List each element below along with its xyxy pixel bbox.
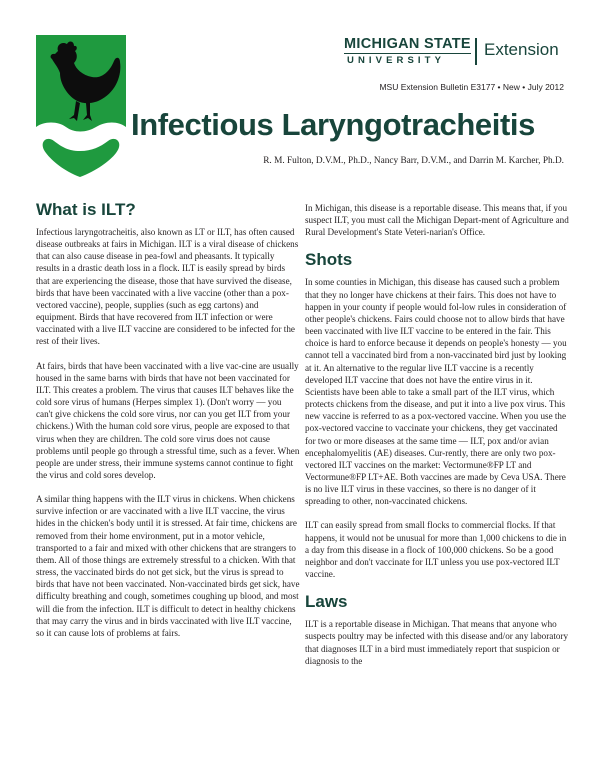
msu-extension-logo [344, 36, 574, 80]
right-column [305, 202, 569, 679]
paragraph: In Michigan, this disease is a reportable disease. This means that, if you suspect ILT, you must call the Michigan Depart-ment of Agriculture and Rural Development's State Veteri-narian's Office. [305, 203, 569, 238]
document-title: Infectious Laryngotracheitis [131, 107, 535, 142]
university-name: MICHIGAN STATE [344, 36, 471, 52]
logo-divider [475, 38, 477, 65]
section-heading-laws: Laws [305, 592, 348, 612]
extension-label: Extension [484, 40, 559, 59]
paragraph: Infectious laryngotracheitis, also known as LT or ILT, has often caused disease outbreaks at fairs in Michigan. ILT is a viral disease of chickens that can also cause disease in pea-fowl and pheasants. It typically results in a drastic death loss in a flock. ILT is easily spread by birds that are experiencing the disease, those that have survived the disease, birds that have been vaccinated with a live vaccine (other than a pox-vectored vaccine), people, supplies (such as egg cartons) and equipment. Birds that have recovered from ILT infection or were vaccinated with a live ILT vaccine are considered to be infected for the rest of their lives. [36, 227, 299, 347]
left-column [36, 200, 300, 651]
paragraph: At fairs, birds that have been vaccinated with a live vac-cine are usually housed in the same barns with birds that have not been vaccinated for ILT. This creates a problem. The virus that causes ILT behaves like the cold sore virus of humans (Herpes simplex 1). (Don't worry — you can't give chickens the cold sore virus, nor can you get ILT from your chickens.) With the human cold sore virus, people are exposed to that virus when they are children. The cold sore virus does not cause problems until people go through a stressful time, such as a fever. When people are under stress, their immune systems cannot continue to fight the virus and cold sores develop. [36, 360, 300, 480]
msu-chicken-logo [36, 35, 126, 183]
paragraph: ILT can easily spread from small flocks to commercial flocks. If that happens, it would not be unusual for more than 1,000 chickens to die in a day from this disease in a flock of 100,000 chickens. So be a good neighbor and don't vaccinate for ILT unless you use pox-vectored ILT vaccine. [305, 520, 567, 580]
authors-line: R. M. Fulton, D.V.M., Ph.D., Nancy Barr, D.V.M., and Darrin M. Karcher, Ph.D. [263, 156, 564, 166]
bulletin-info: MSU Extension Bulletin E3177 • New • July 2012 [379, 82, 564, 92]
university-subtitle: UNIVERSITY [347, 55, 446, 66]
section-heading-shots: Shots [305, 250, 353, 270]
chicken-silhouette-icon [36, 35, 126, 183]
section-heading-what-is-ilt: What is ILT? [36, 200, 136, 219]
paragraph: ILT is a reportable disease in Michigan. That means that anyone who suspects poultry may be infected with this disease and/or any laboratory that diagnoses ILT in a bird must immediately report that suspicion or diagnosis to the [305, 619, 569, 666]
paragraph: A similar thing happens with the ILT virus in chickens. When chickens survive infection or are vaccinated with a live ILT vaccine, the virus hides in the chicken's body until it is stressed. At fair time, chickens are removed from their home environment, put in a motor vehicle, transported to a fair and mixed with other chickens that are strangers to them. All of those things are extremely stressful to a chicken. With that stress, the vaccinated birds do not get sick, but the virus is spread to birds that have not been vaccinated. Non-vaccinated birds get sick, have difficulty breathing and cough, sometimes coughing up blood, and most will die from the infection. ILT is difficult to detect in healthy chickens that may carry the virus and in birds vaccinated with live ILT vaccine, so it can cause lots of problems at fairs. [36, 494, 300, 638]
paragraph: In some counties in Michigan, this disease has caused such a problem that they no longer have chickens at their fairs. This does not have to happen in your county if people would fol-low rules in consideration of other people's chickens. Fairs could choose not to allow birds that have been vaccinated with live ILT vaccine to be entered in the fair. This choice is hard to enforce because it depends on people's honesty — you cannot tell a vaccinated bird from a non-vaccinated bird just by looking at it. An alternative to the regular live ILT vaccine is a recently developed ILT vaccine that does not have the entire virus in it. Scientists have been able to take a small part of the ILT virus, which protects chickens from the disease, and put it into a live pox virus. This new vaccine is referred to as a pox-vectored vaccine. When you use the pox-vectored vaccine to vaccinate your chickens, they get vaccinated for two or more diseases at the same time — ILT, pox and/or avian encephalomyelitis (AE) diseases. Cur-rently, there are only two pox-vectored ILT vaccines on the market: Vectormune®FP LT and Vectormune®FP LT+AE. Both vaccines are made by Ceva USA. There is no live ILT virus in these vaccines, so there is no danger of it spreading to other, non-vaccinated chickens. [305, 277, 567, 507]
